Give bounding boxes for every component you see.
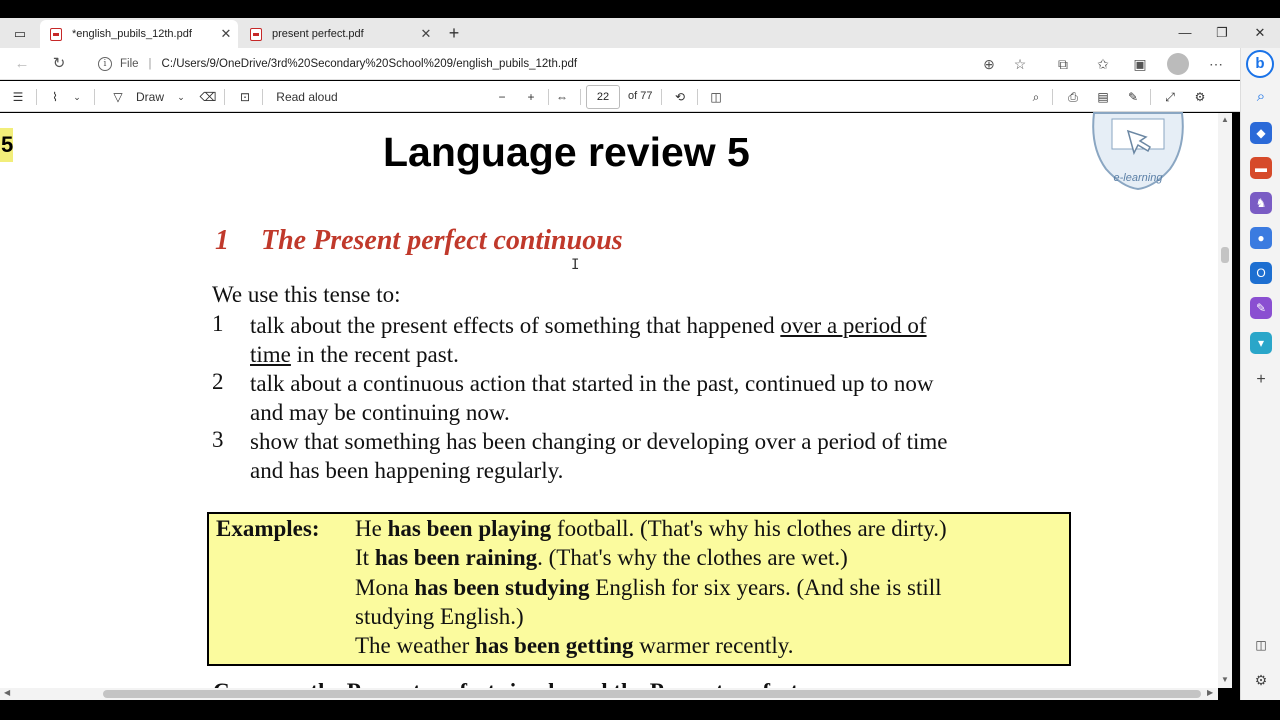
rule-text: [250, 369, 1050, 427]
tab-title: present perfect.pdf: [272, 28, 364, 40]
examples-box: [207, 512, 1071, 666]
page-count: of 77: [628, 90, 653, 102]
page-number-input[interactable]: 22: [586, 85, 620, 109]
horizontal-scrollbar[interactable]: [0, 688, 1218, 700]
layout-icon[interactable]: ◫: [1255, 638, 1267, 652]
chevron-down-icon[interactable]: ⌄: [73, 92, 81, 102]
rule-text-part: and may be continuing now.: [250, 400, 510, 425]
intro-text: We use this tense to:: [212, 282, 401, 307]
refresh-button[interactable]: ↻: [52, 55, 66, 72]
rule-number: 1: [212, 311, 224, 336]
e-learning-logo: [1090, 113, 1186, 189]
logo-text: e-learning: [1113, 172, 1163, 184]
chess-icon[interactable]: ♞: [1250, 192, 1272, 214]
search-icon[interactable]: ⌕: [1032, 90, 1040, 104]
toolbar-divider: [36, 89, 37, 105]
text-cursor-icon: I: [571, 257, 580, 273]
back-button[interactable]: ←: [14, 55, 30, 72]
toolbar-divider: [661, 89, 662, 105]
pdf-file-icon: [250, 28, 262, 41]
settings-icon[interactable]: ⚙: [1254, 672, 1268, 688]
draw-button[interactable]: Draw: [135, 90, 164, 104]
tab-english-pubils[interactable]: [40, 20, 238, 48]
print-icon[interactable]: ⎙: [1068, 90, 1078, 104]
profile-avatar[interactable]: [1167, 53, 1189, 75]
minimize-button[interactable]: —: [1178, 25, 1192, 40]
fit-page-icon[interactable]: ⇔: [556, 90, 568, 104]
rule-text-part: talk about a continuous action that started in the past, continued up to now: [250, 371, 934, 396]
address-bar: [0, 48, 1240, 80]
page-view-icon[interactable]: ◫: [710, 90, 722, 104]
rule-text-part: talk about the present effects of something that happened: [250, 313, 781, 338]
rule-text-part: and has been happening regularly.: [250, 458, 564, 483]
text-box-icon[interactable]: ⊡: [239, 90, 251, 104]
toolbar-divider: [548, 89, 549, 105]
toolbar-divider: [1052, 89, 1053, 105]
pdf-file-icon: [50, 28, 62, 41]
read-aloud-button[interactable]: Read aloud: [276, 90, 338, 104]
close-window-button[interactable]: ✕: [1254, 25, 1266, 40]
restore-button[interactable]: ❐: [1216, 25, 1228, 40]
zoom-in-icon[interactable]: +: [527, 90, 535, 104]
toolbar-divider: [262, 89, 263, 105]
rotate-icon[interactable]: ⟲: [674, 90, 686, 104]
rule-text-part: show that something has been changing or developing over a period of time: [250, 429, 948, 454]
tab-strip: [0, 18, 1280, 48]
scroll-up-icon[interactable]: ▲: [1221, 115, 1229, 124]
example-line: studying English.): [355, 604, 524, 629]
save-icon[interactable]: ▤: [1097, 90, 1109, 104]
toolbar-divider: [94, 89, 95, 105]
example-line: He has been playing football. (That's why his clothes are dirty.): [355, 516, 947, 541]
examples-label: Examples:: [216, 516, 320, 541]
outlook-icon[interactable]: O: [1250, 262, 1272, 284]
vertical-scroll-thumb[interactable]: [1221, 247, 1229, 263]
example-line: The weather has been getting warmer recently.: [355, 633, 794, 658]
section-heading: [215, 225, 623, 257]
url-separator: |: [148, 58, 152, 70]
rule-number: 2: [212, 369, 224, 394]
section-number: 1: [215, 225, 229, 256]
toolbar-divider: [580, 89, 581, 105]
tab-present-perfect[interactable]: [240, 20, 438, 48]
more-menu-icon[interactable]: ⋯: [1209, 56, 1223, 72]
briefcase-icon[interactable]: ▬: [1250, 157, 1272, 179]
contents-icon[interactable]: ☰: [12, 90, 24, 104]
unit-tag: 5: [0, 128, 13, 162]
scroll-down-icon[interactable]: ▼: [1221, 675, 1229, 684]
collections-icon[interactable]: ▣: [1133, 56, 1147, 72]
edit-icon[interactable]: ✎: [1250, 297, 1272, 319]
new-tab-button[interactable]: +: [448, 23, 460, 43]
drop-icon[interactable]: ▾: [1250, 332, 1272, 354]
tab-title: *english_pubils_12th.pdf: [72, 28, 192, 40]
pdf-page: [0, 113, 1218, 688]
info-icon[interactable]: i: [98, 57, 112, 71]
copilot-icon[interactable]: b: [1246, 50, 1274, 78]
screen-bottom-band: [0, 700, 1280, 720]
toolbar-divider: [1150, 89, 1151, 105]
draw-icon[interactable]: ▽: [113, 90, 123, 104]
zoom-out-icon[interactable]: −: [498, 90, 506, 104]
rule-text: [250, 427, 1050, 485]
extensions-icon[interactable]: ⧉: [1058, 56, 1068, 72]
tag-icon[interactable]: ◆: [1250, 122, 1272, 144]
url-field[interactable]: [86, 51, 1036, 77]
close-icon[interactable]: ✕: [420, 26, 432, 41]
tab-actions-icon[interactable]: ▭: [13, 26, 27, 41]
fullscreen-icon[interactable]: ⤢: [1165, 90, 1175, 104]
example-line: It has been raining. (That's why the clothes are wet.): [355, 545, 848, 570]
screen-top-band: [0, 0, 1280, 18]
zoom-icon[interactable]: ⊕: [983, 56, 995, 72]
url-text: C:/Users/9/OneDrive/3rd%20Secondary%20School%209/english_pubils_12th.pdf: [161, 58, 578, 70]
office-icon[interactable]: ●: [1250, 227, 1272, 249]
scheme-label: File: [120, 58, 139, 70]
toolbar-divider: [697, 89, 698, 105]
horizontal-scroll-thumb[interactable]: [103, 690, 1201, 698]
search-icon[interactable]: ⌕: [1256, 88, 1266, 105]
pdf-toolbar: [0, 81, 1240, 112]
add-icon[interactable]: +: [1256, 371, 1266, 388]
highlight-icon[interactable]: ⌇: [52, 90, 58, 104]
example-line: Mona has been studying English for six years. (And she is still: [355, 575, 942, 600]
vertical-scrollbar[interactable]: [1218, 113, 1232, 688]
rule-text-underlined: time: [250, 342, 291, 367]
rule-number: 3: [212, 427, 224, 452]
toolbar-divider: [224, 89, 225, 105]
rule-text-underlined: over a period of: [780, 313, 927, 338]
rule-text: [250, 311, 1050, 369]
favorites-icon[interactable]: ✩: [1097, 56, 1109, 72]
edge-sidebar: [1240, 48, 1280, 700]
chevron-down-icon[interactable]: ⌄: [177, 92, 185, 102]
section-title: The Present perfect continuous: [261, 225, 623, 256]
scroll-left-icon[interactable]: ◀: [4, 688, 11, 697]
close-icon[interactable]: ✕: [220, 26, 232, 41]
favorite-add-icon[interactable]: ☆: [1013, 56, 1027, 72]
settings-icon[interactable]: ⚙: [1194, 90, 1206, 104]
rule-text-part: in the recent past.: [290, 342, 459, 367]
save-as-icon[interactable]: ✎: [1127, 90, 1139, 104]
scroll-right-icon[interactable]: ▶: [1207, 688, 1214, 697]
page-title: Language review 5: [383, 129, 750, 175]
eraser-icon[interactable]: ⌫: [199, 90, 217, 104]
